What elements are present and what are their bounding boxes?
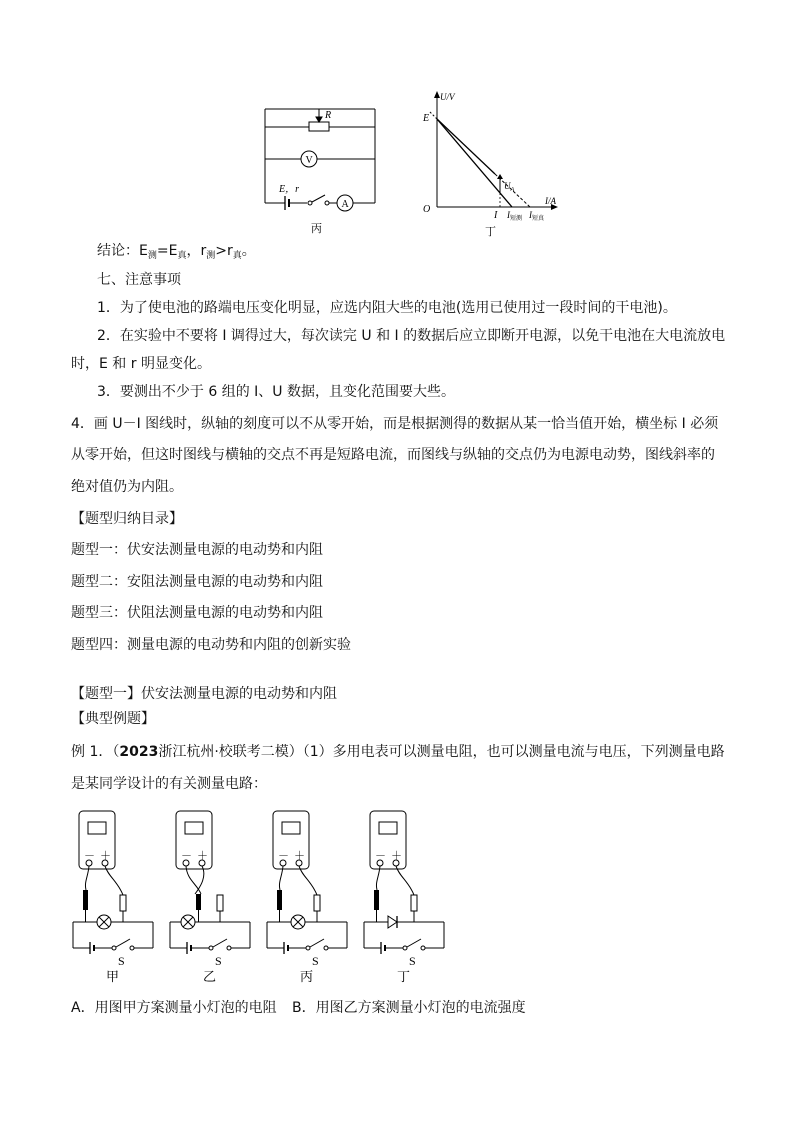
circuit-caption: 丙 [311, 223, 322, 235]
catalog-item-3: 题型三：伏阻法测量电源的电动势和内阻 [71, 605, 323, 621]
circuit-jia [73, 811, 153, 954]
fig-label-yi: 乙 [203, 969, 217, 984]
voltmeter-label: V [305, 155, 313, 166]
plus-sign-yi: ＋ [197, 850, 208, 862]
minus-sign-jia: － [84, 850, 95, 862]
minus-sign-ding: － [375, 850, 386, 862]
example-1-rest: 浙江杭州·校联考二模）（1）多用电表可以测量电阻，也可以测量电流与电压，下列测量电路 [158, 744, 725, 760]
fig-label-ding: 丁 [397, 969, 411, 984]
fig-label-bing: 丙 [300, 969, 314, 984]
ui-graph-ding [415, 88, 575, 240]
catalog-item-2: 题型二：安阻法测量电源的电动势和内阻 [71, 574, 323, 590]
type1-heading: 【题型一】伏安法测量电源的电动势和内阻 [71, 686, 337, 702]
minus-sign-yi: － [181, 850, 192, 862]
ua-label-main: U [504, 181, 511, 191]
ishort-true-main: I [529, 210, 532, 220]
conclusion-sub-2: 真 [177, 251, 187, 261]
conclusion-end: 。 [241, 243, 256, 259]
ishort-true-sub: 短真 [532, 215, 545, 222]
option-b: B．用图乙方案测量小灯泡的电流强度 [292, 1000, 526, 1016]
fig-label-jia: 甲 [106, 969, 120, 984]
switch-label-jia: S [118, 954, 125, 968]
example-1-prefix: 例 1．（ [71, 744, 120, 760]
plus-sign-ding: ＋ [391, 850, 402, 862]
current-I-label: I [494, 210, 498, 221]
ua-label-sub: A [510, 187, 515, 193]
circuit-yi [170, 811, 250, 954]
note-item-4-line-1: 4．画 U－I 图线时，纵轴的刻度可以不从零开始，而是根据测得的数据从某一恰当值开始，横坐标 I 必须 [71, 416, 719, 432]
ishort-true-label [528, 210, 545, 222]
circuit-bing-multimeter [267, 811, 347, 954]
battery-label: E，r [279, 184, 299, 195]
graph-caption: 丁 [485, 226, 496, 238]
note-item-1: 1．为了使电池的路端电压变化明显，应选内阻大些的电池(选用已使用过一段时间的干电池)。 [97, 300, 677, 316]
conclusion [97, 241, 256, 266]
conclusion-sub-1: 测 [147, 251, 157, 261]
conclusion-mid-1: =E [156, 243, 178, 259]
conclusion-mid-2: ，r [186, 243, 207, 259]
rheostat-label: R [325, 110, 332, 121]
y-axis-label: U/V [440, 92, 455, 102]
note-item-2-line-1: 2．在实验中不要将 I 调得过大，每次读完 U 和 I 的数据后应立即断开电源，以免干电池在大电流放电 [97, 328, 726, 344]
ua-label [504, 181, 515, 193]
switch-label-bing: S [312, 954, 319, 968]
option-a: A．用图甲方案测量小灯泡的电阻 [71, 1000, 277, 1016]
ishort-measured-label [506, 210, 522, 222]
example-1-year: 2023 [119, 744, 159, 760]
example-1-line-1 [71, 742, 725, 762]
ishort-measured-sub: 短测 [510, 215, 523, 222]
section-7-heading: 七、注意事项 [97, 272, 181, 288]
circuit-ding-multimeter [364, 811, 444, 954]
switch-label-ding: S [409, 954, 416, 968]
catalog-item-4: 题型四：测量电源的电动势和内阻的创新实验 [71, 637, 351, 653]
catalog-heading: 【题型归纳目录】 [71, 511, 183, 527]
switch-label-yi: S [215, 954, 222, 968]
catalog-item-1: 题型一：伏安法测量电源的电动势和内阻 [71, 542, 323, 558]
ishort-measured-main: I [507, 210, 510, 220]
conclusion-mid-3: >r [215, 243, 233, 259]
emf-label: E [423, 113, 430, 124]
multimeter-circuits-figure [68, 802, 453, 987]
conclusion-sub-4: 真 [232, 251, 242, 261]
example-1-line-2: 是某同学设计的有关测量电路： [71, 776, 267, 792]
plus-sign-bing: ＋ [294, 850, 305, 862]
note-item-4-line-2: 从零开始，但这时图线与横轴的交点不再是短路电流，而图线与纵轴的交点仍为电源电动势，图线斜率的 [71, 447, 715, 463]
note-item-3: 3．要测出不少于 6 组的 I、U 数据，且变化范围要大些。 [97, 384, 455, 400]
conclusion-prefix: 结论：E [97, 243, 148, 259]
minus-sign-bing: － [278, 850, 289, 862]
plus-sign-jia: ＋ [100, 850, 111, 862]
circuit-diagram-bing [255, 100, 385, 240]
origin-label: O [423, 204, 431, 215]
note-item-4-line-3: 绝对值仍为内阻。 [71, 479, 183, 495]
conclusion-sub-3: 测 [206, 251, 216, 261]
ammeter-label: A [341, 199, 349, 210]
x-axis-label: I/A [545, 196, 556, 206]
example-heading: 【典型例题】 [71, 711, 155, 727]
note-item-2-line-2: 时，E 和 r 明显变化。 [71, 356, 211, 372]
